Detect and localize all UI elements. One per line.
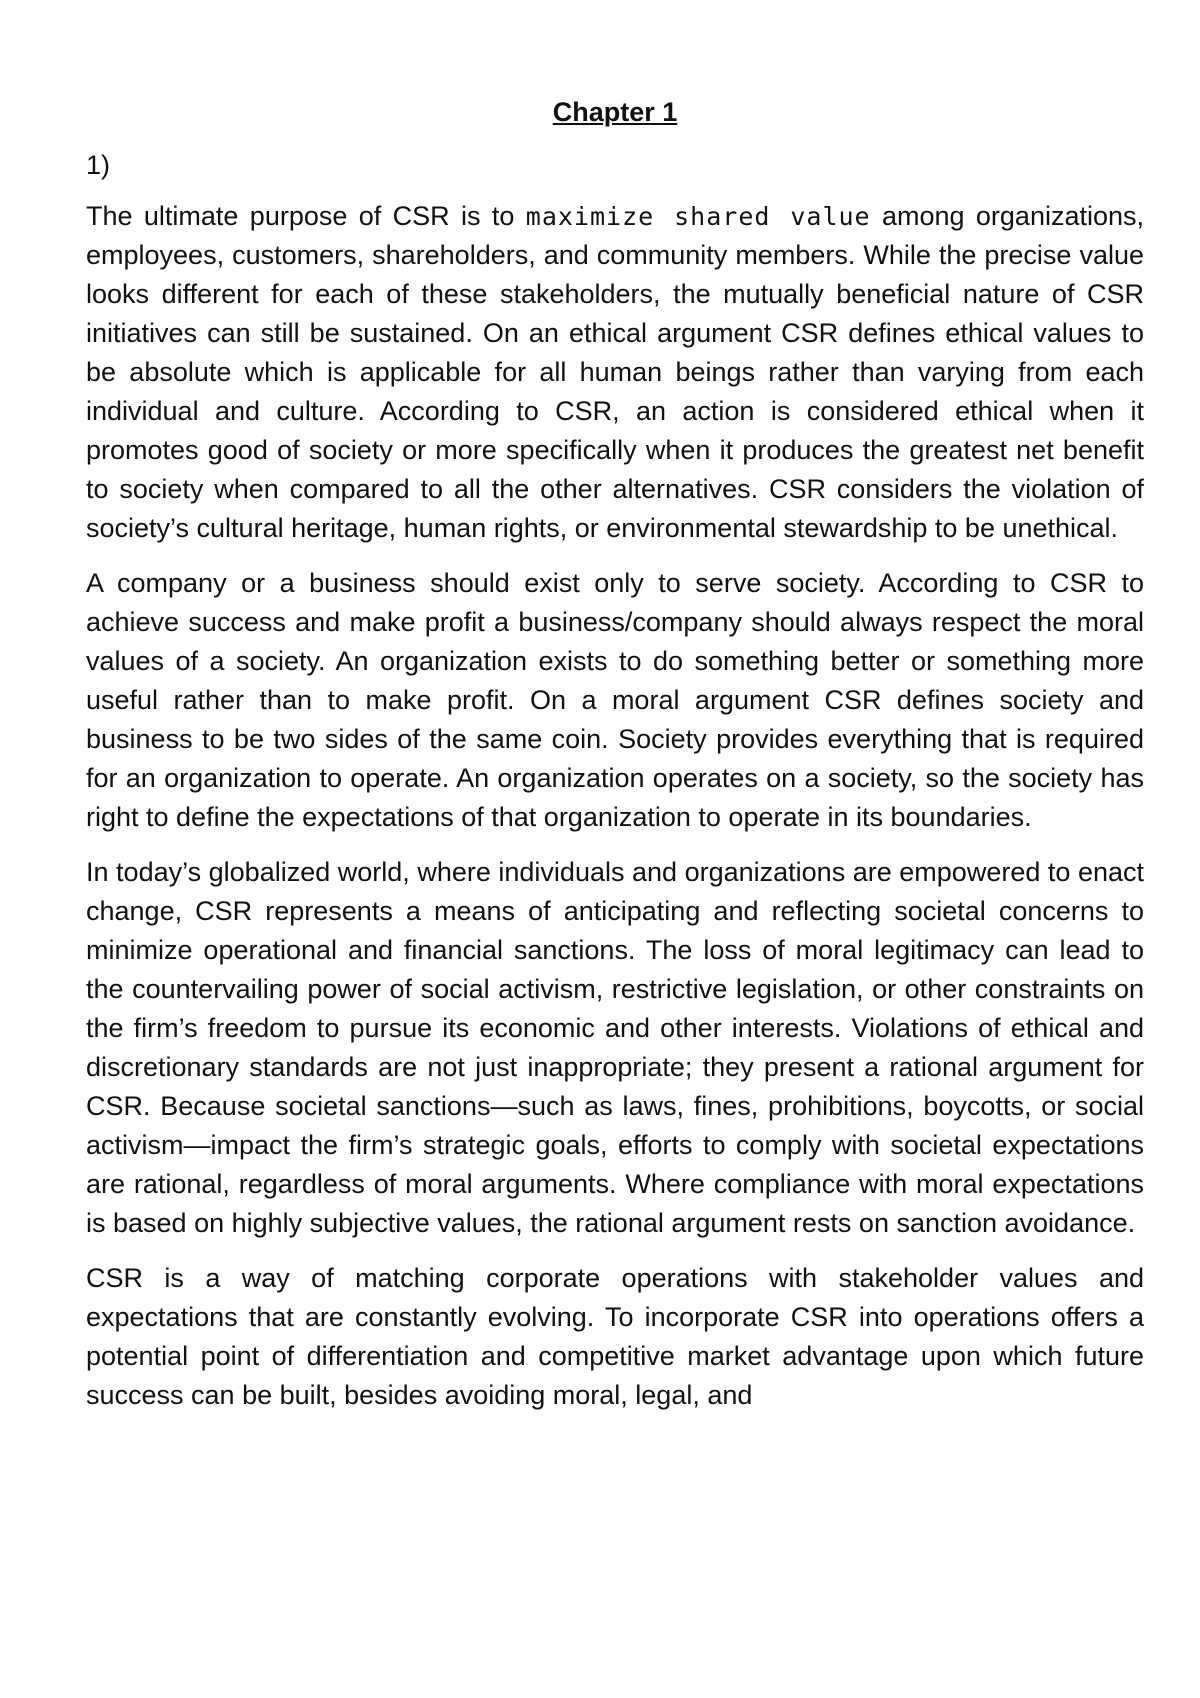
paragraph-2: A company or a business should exist only to serve society. According to CSR to achieve success and make profit a business/company should always respect the moral values of a society. An organization exists to do something better or something more useful rather than to make profit. On a moral argument CSR defines society and business to be two sides of the same coin. Society provides everything that is required for an organization to operate. An organization operates on a society, so the society has right to define the expectations of that organization to operate in its boundaries. — [86, 568, 1144, 832]
question-number: 1) — [86, 150, 111, 180]
document-page — [86, 92, 1144, 1431]
chapter-title: Chapter 1 — [552, 97, 678, 127]
paragraph-3: In today’s globalized world, where individuals and organizations are empowered to enact change, CSR represents a means of anticipating and reflecting societal concerns to minimize operational and financial sanctions. The loss of moral legitimacy can lead to the countervailing power of social activism, restrictive legislation, or other constraints on the firm’s freedom to pursue its economic and other interests. Violations of ethical and discretionary standards are not just inappropriate; they present a rational argument for CSR. Because societal sanctions—such as laws, fines, prohibitions, boycotts, or social activism—impact the firm’s strategic goals, efforts to comply with societal expectations are rational, regardless of moral arguments. Where compliance with moral expectations is based on highly subjective values, the rational argument rests on sanction avoidance. — [86, 857, 1144, 1238]
emphasized-phrase: maximize shared value — [525, 202, 871, 231]
paragraph-1-intro: The ultimate purpose of CSR is to — [86, 201, 526, 231]
paragraph-1-rest: among organizations, employees, customers, shareholders, and community members. While the precise value looks different for each of these stakeholders, the mutually beneficial nature of CSR initiatives can still be sustained. On an ethical argument CSR defines ethical values to be absolute which is applicable for all human beings rather than varying from each individual and culture. According to CSR, an action is considered ethical when it promotes good of society or more specifically when it produces the greatest net benefit to society when compared to all the other alternatives. CSR considers the violation of society’s cultural heritage, human rights, or environmental stewardship to be unethical. — [86, 201, 1145, 543]
paragraph-1 — [86, 197, 1144, 548]
paragraph-4: CSR is a way of matching corporate operations with stakeholder values and expectations that are constantly evolving. To incorporate CSR into operations offers a potential point of differentiation and competitive market advantage upon which future success can be built, besides avoiding moral, legal, and — [86, 1263, 1144, 1410]
